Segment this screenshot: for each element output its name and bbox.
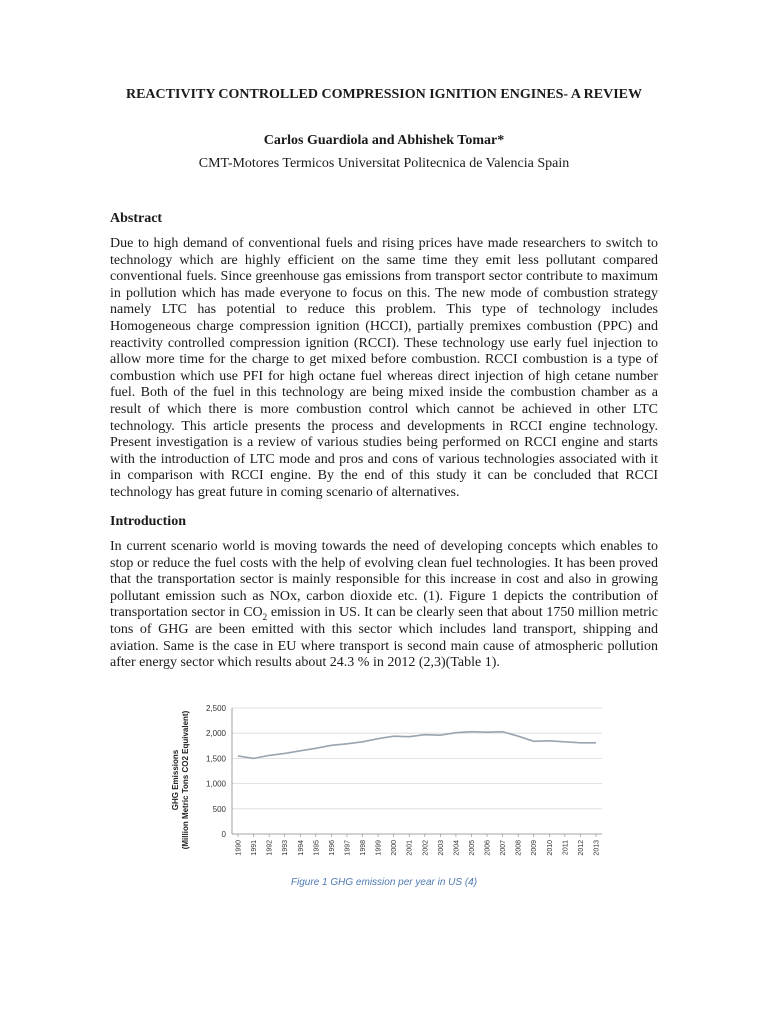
y-tick-label: 1,000 — [205, 779, 226, 789]
abstract-heading: Abstract — [110, 211, 163, 226]
x-tick-label: 1998 — [360, 840, 368, 856]
x-tick-label: 1991 — [251, 840, 259, 856]
x-tick-label: 2002 — [422, 840, 430, 856]
introduction-text — [110, 539, 658, 672]
y-tick-label: 1,500 — [205, 754, 226, 764]
chart-series — [238, 732, 596, 759]
paper-affiliation: CMT-Motores Termicos Universitat Politecnica de Valencia Spain — [198, 156, 570, 171]
y-tick-label: 0 — [221, 830, 226, 839]
introduction-text-part1: In current scenario world is moving towards the need of developing concepts which enables to stop or reduce the fuel costs with the help of evolving clean fuel technologies. It has been proved that the transportation sector is mainly responsible for this increase in cost and also in growing pollutant emission such as NOx, carbon dioxide etc. (1). Figure 1 depicts the contribution of transportation sector in CO — [110, 539, 658, 621]
x-tick-label: 1997 — [344, 840, 352, 856]
x-tick-label: 1992 — [266, 840, 274, 856]
x-tick-label: 2006 — [484, 840, 492, 856]
x-tick-label: 2013 — [593, 840, 601, 856]
x-tick-label: 2007 — [500, 840, 508, 856]
x-tick-label: 1990 — [235, 840, 243, 856]
y-axis-label — [171, 710, 190, 849]
x-tick-label: 2011 — [562, 840, 570, 856]
chart-grid — [232, 708, 602, 834]
y-axis-label-line2: (Million Metric Tons CO2 Equivalent) — [181, 710, 190, 850]
y-axis-ticks — [206, 704, 227, 839]
co2-subscript: 2 — [262, 612, 268, 623]
y-tick-label: 2,500 — [205, 704, 226, 713]
x-tick-label: 1994 — [297, 840, 305, 856]
ghg-emissions-chart — [170, 700, 610, 870]
figure-caption: Figure 1 GHG emission per year in US (4) — [290, 877, 478, 888]
x-tick-label: 2012 — [577, 840, 585, 856]
x-tick-label: 2005 — [468, 840, 476, 856]
y-tick-label: 2,000 — [205, 729, 226, 739]
x-tick-label: 1993 — [282, 840, 290, 856]
x-tick-label: 2003 — [437, 840, 445, 856]
y-axis-label-line1: GHG Emissions — [171, 749, 180, 811]
x-tick-label: 1995 — [313, 840, 321, 856]
x-tick-label: 2008 — [515, 840, 523, 856]
paper-authors: Carlos Guardiola and Abhishek Tomar* — [263, 133, 505, 148]
abstract-text: Due to high demand of conventional fuels and rising prices have made researchers to switch to technology which are highly efficient on the same time they emit less pollutant compared conventional fuels. Since greenhouse gas emissions from transport sector contribute to maximum in pollution which has made everyone to focus on this. The new mode of combustion strategy namely LTC has potential to reduce this problem. This type of technology includes Homogeneous charge compression ignition (HCCI), partially premixes combustion (PPC) and reactivity controlled compression ignition (RCCI). These technology use early fuel injection to allow more time for the charge to get mixed before combustion. RCCI combustion is a type of combustion which use PFI for high octane fuel whereas direct injection of high cetane number fuel. Both of the fuel in this technology are being mixed inside the combustion chamber as a result of which there is more combustion control which cannot be achieved in other LTC technology. This article presents the process and developments in RCCI engine technology. Present investigation is a review of various studies being performed on RCCI engine and starts with the introduction of LTC mode and pros and cons of various technologies associated with it in comparison with RCCI engine. By the end of this study it can be concluded that RCCI technology has great future in coming scenario of alternatives. — [110, 236, 658, 500]
introduction-heading: Introduction — [110, 514, 186, 529]
x-tick-label: 2001 — [406, 840, 414, 856]
ghg-emissions-line — [238, 732, 596, 759]
x-tick-label: 1996 — [328, 840, 336, 856]
x-tick-label: 2000 — [391, 840, 399, 856]
x-tick-label: 2010 — [546, 840, 554, 856]
x-axis-ticks — [236, 834, 601, 856]
y-tick-label: 500 — [212, 804, 226, 814]
x-tick-label: 2004 — [453, 840, 461, 856]
x-tick-label: 2009 — [531, 840, 539, 856]
introduction-text-part2: emission in US. It can be clearly seen that about 1750 million metric tons of GHG are been emitted with this sector which includes land transport, shipping and aviation. Same is the case in EU where transport is second main cause of atmospheric pollution after energy sector which results about 24.3 % in 2012 (2,3)(Table 1). — [110, 605, 658, 671]
x-tick-label: 1999 — [375, 840, 383, 856]
paper-title: REACTIVITY CONTROLLED COMPRESSION IGNITION ENGINES- A REVIEW — [125, 87, 643, 102]
